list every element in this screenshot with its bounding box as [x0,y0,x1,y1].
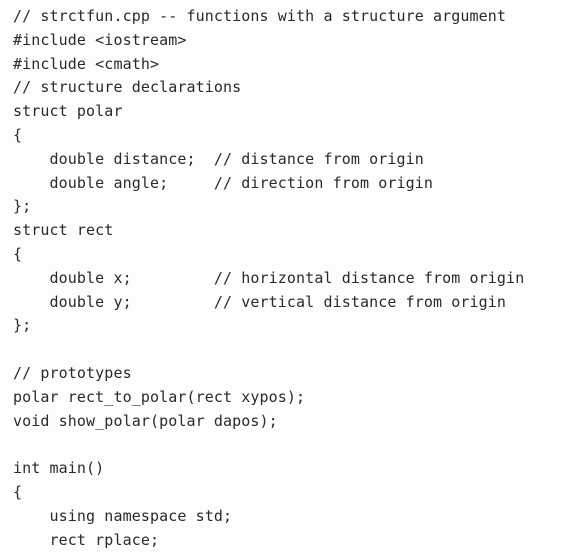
code-line-17: polar rect_to_polar(rect xypos); [13,387,306,406]
code-line-20: int main() [13,459,105,478]
code-line-2: #include <iostream> [13,30,187,49]
code-line-5: struct polar [13,102,123,121]
code-line-16: // prototypes [13,363,132,382]
code-line-1: // strctfun.cpp -- functions with a structure argument [13,7,507,25]
code-line-19 [13,433,566,457]
code-line-18: void show_polar(polar dapos); [13,411,278,430]
code-line-7: double distance; // distance from origin [13,149,424,168]
code-line-22: using namespace std; [13,506,233,525]
code-line-13: double y; // vertical distance from origin [13,292,507,311]
code-line-21: { [13,482,23,501]
code-line-10: struct rect [13,221,114,240]
code-line-4: // structure declarations [13,78,242,97]
code-line-9: }; [13,197,32,216]
code-line-12: double x; // horizontal distance from origin [13,268,525,287]
code-line-6: { [13,125,23,144]
code-line-3: #include <cmath> [13,54,160,73]
code-line-8: double angle; // direction from origin [13,173,434,192]
code-line-14: }; [13,316,32,335]
code-line-11: { [13,244,23,263]
code-line-23: rect rplace; [13,530,160,549]
code-line-15 [13,338,566,362]
